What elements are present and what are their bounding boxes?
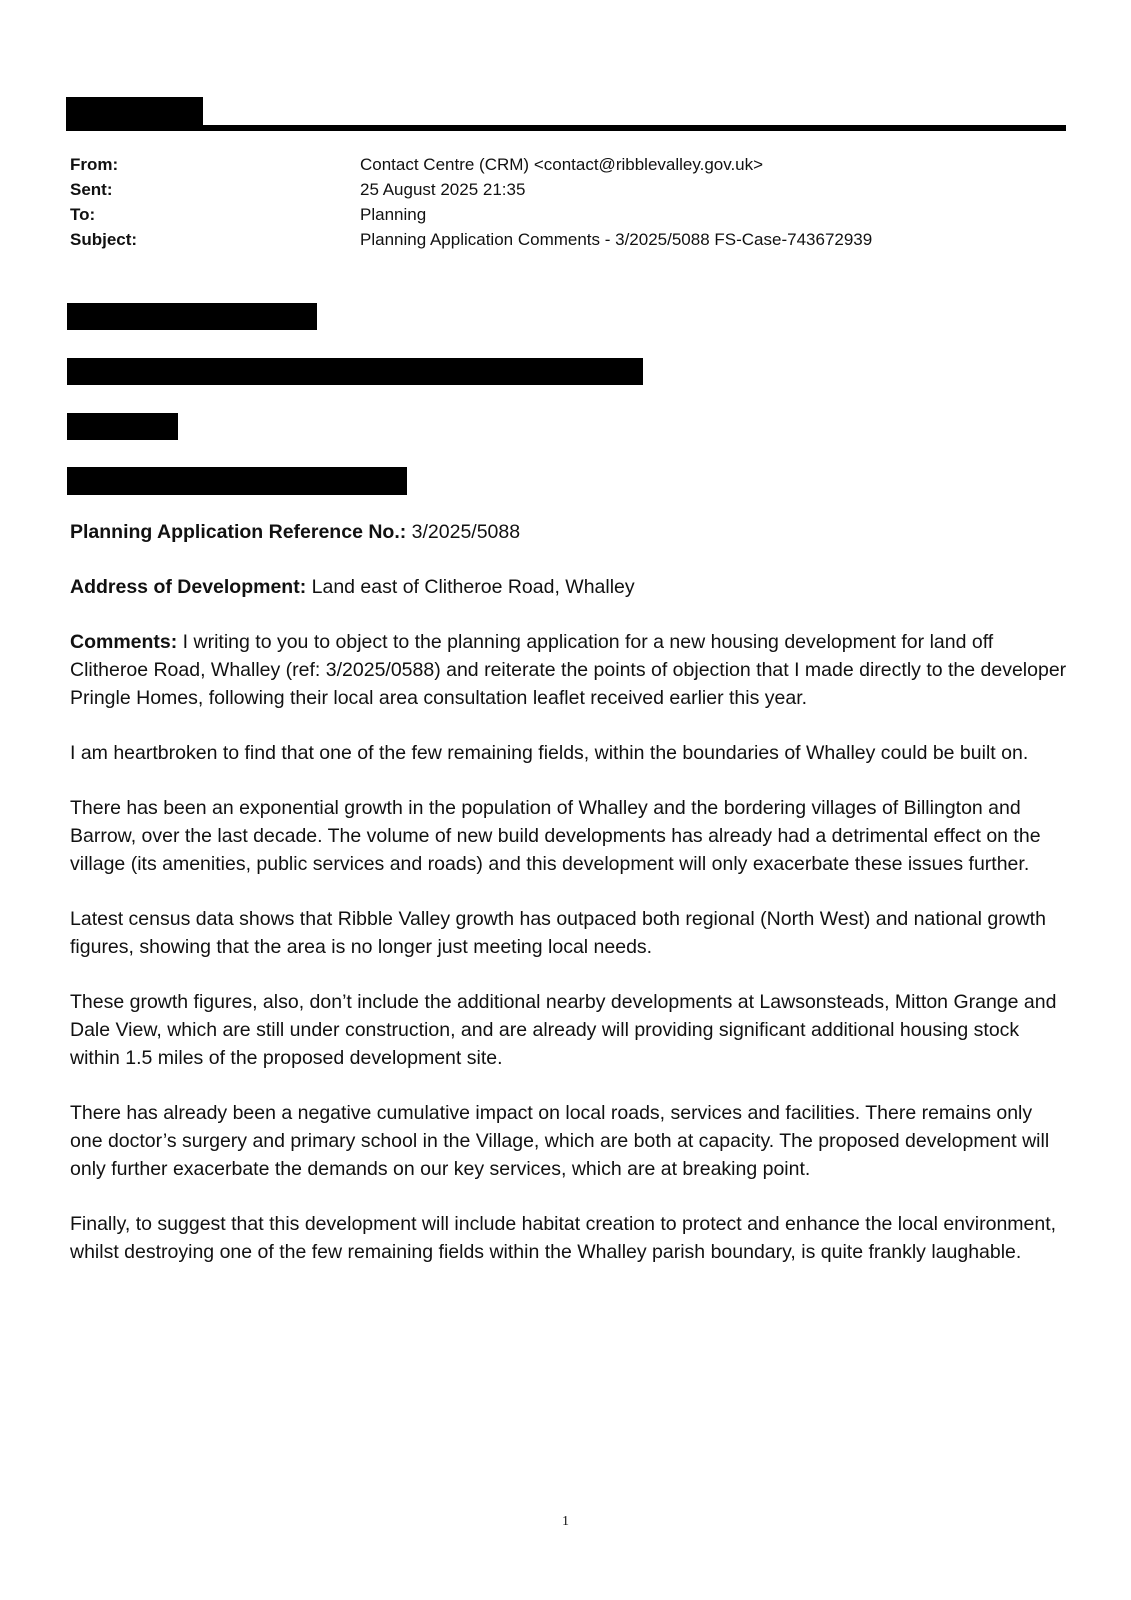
address-paragraph xyxy=(70,573,1070,601)
reference-label: Planning Application Reference No.: xyxy=(70,521,407,543)
body-paragraph: There has been an exponential growth in the population of Whalley and the bordering villages of Billington and Barrow, over the last decade. The volume of new build developments has already had a detrimental effect on the village (its amenities, public services and roads) and this development will only exacerbate these issues further. xyxy=(70,797,1041,875)
redaction-line-3 xyxy=(67,413,178,440)
to-value: Planning xyxy=(360,204,427,224)
redaction-line-2 xyxy=(67,358,643,385)
header-rule xyxy=(66,125,1066,131)
to-label: To: xyxy=(70,204,96,224)
sent-row xyxy=(70,177,1050,202)
message-body xyxy=(70,518,1070,1293)
from-label: From: xyxy=(70,154,119,174)
body-paragraph: These growth figures, also, don’t include the additional nearby developments at Lawsonsteads, Mitton Grange and Dale View, which are still under construction, and are already will providing significant additional housing stock within 1.5 miles of the proposed development site. xyxy=(70,991,1057,1069)
from-row xyxy=(70,152,1050,177)
page-number: 1 xyxy=(562,1514,569,1529)
sent-value: 25 August 2025 21:35 xyxy=(360,179,526,199)
reference-paragraph xyxy=(70,518,1070,546)
body-paragraph: There has already been a negative cumulative impact on local roads, services and facilities. There remains only one doctor’s surgery and primary school in the Village, which are both at capacity. The proposed development will only further exacerbate the demands on our key services, which are at breaking point. xyxy=(70,1102,1050,1180)
subject-value: Planning Application Comments - 3/2025/5088 FS-Case-743672939 xyxy=(360,229,873,249)
comments-label: Comments: xyxy=(70,631,178,653)
address-value: Land east of Clitheroe Road, Whalley xyxy=(306,576,635,598)
reference-value: 3/2025/5088 xyxy=(406,521,521,543)
body-paragraph: I am heartbroken to find that one of the few remaining fields, within the boundaries of Whalley could be built on. xyxy=(70,742,1029,764)
sent-label: Sent: xyxy=(70,179,113,199)
to-row xyxy=(70,202,1050,227)
comments-paragraph xyxy=(70,628,1070,712)
redaction-line-1 xyxy=(67,303,317,330)
body-paragraph: Latest census data shows that Ribble Valley growth has outpaced both regional (North West) and national growth figures, showing that the area is no longer just meeting local needs. xyxy=(70,908,1046,958)
redaction-line-4 xyxy=(67,467,407,495)
address-label: Address of Development: xyxy=(70,576,307,598)
from-value: Contact Centre (CRM) <contact@ribblevalley.gov.uk> xyxy=(360,154,764,174)
subject-row xyxy=(70,227,1050,252)
body-paragraph: Finally, to suggest that this development will include habitat creation to protect and enhance the local environment, whilst destroying one of the few remaining fields within the Whalley parish boundary, is quite frankly laughable. xyxy=(70,1213,1057,1263)
comments-value: I writing to you to object to the planning application for a new housing development for land off Clitheroe Road, Whalley (ref: 3/2025/0588) and reiterate the points of objection that I made directly to the developer Pringle Homes, following their local area consultation leaflet received earlier this year. xyxy=(70,631,1067,709)
subject-label: Subject: xyxy=(70,229,138,249)
email-header xyxy=(70,152,1050,252)
redaction-header-name xyxy=(66,97,203,127)
